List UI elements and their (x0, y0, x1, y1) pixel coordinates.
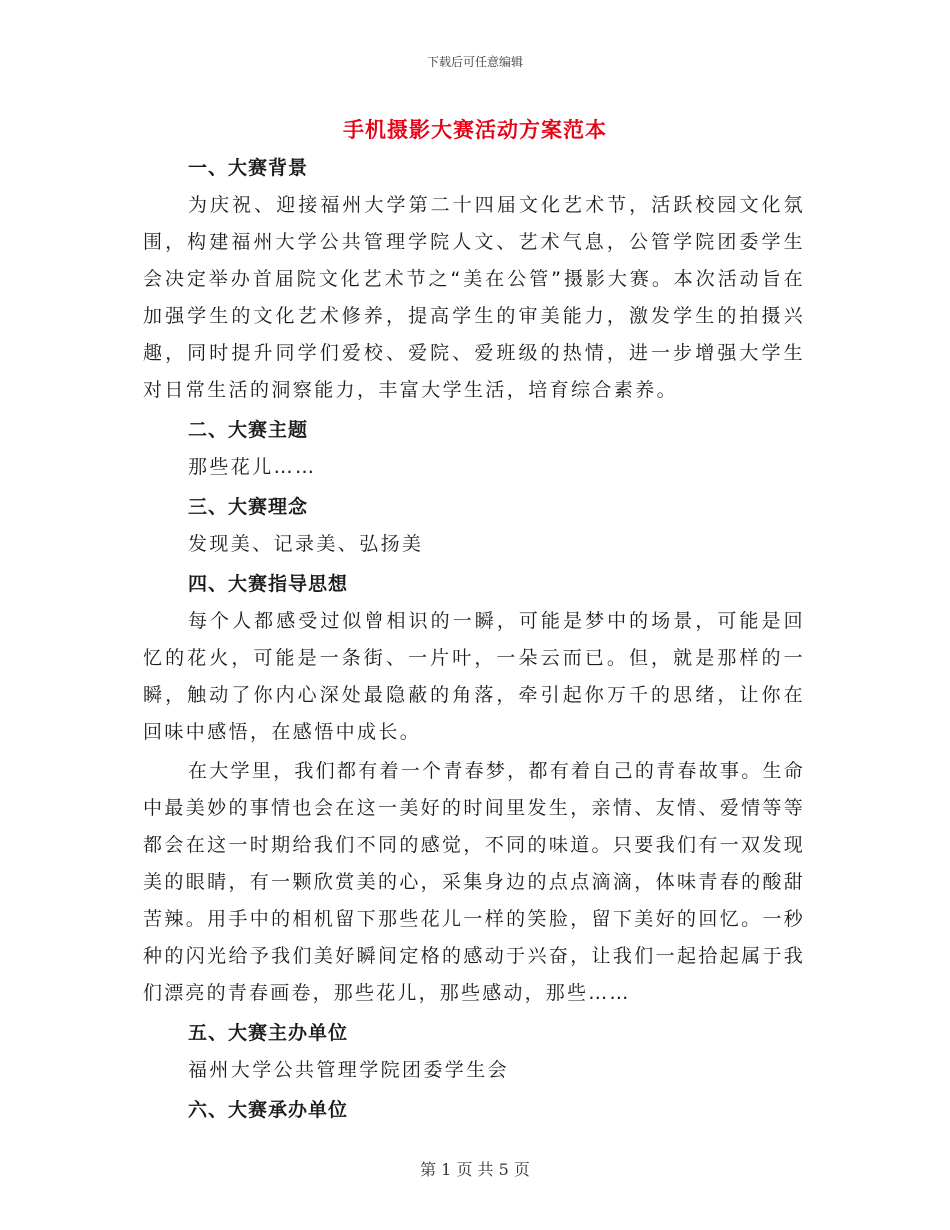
section-heading: 五、大赛主办单位 (188, 1022, 349, 1044)
section-heading: 二、大赛主题 (188, 419, 309, 441)
section-host (143, 1091, 805, 1129)
document-body (143, 149, 805, 1129)
section-heading: 三、大赛理念 (188, 496, 309, 518)
section-heading: 一、大赛背景 (188, 157, 309, 179)
paragraph: 在大学里，我们都有着一个青春梦，都有着自己的青春故事。生命中最美妙的事情也会在这一美好的时间里发生，亲情、友情、爱情等等都会在这一时期给我们不同的感觉，不同的味道。只要我们有一双发现美的眼睛，有一颗欣赏美的心，采集身边的点点滴滴，体味青春的酸甜苦辣。用手中的相机留下那些花儿一样的笑脸，留下美好的回忆。一秒种的闪光给予我们美好瞬间定格的感动于兴奋，让我们一起拾起属于我们漂亮的青春画卷，那些花儿，那些感动，那些…… (143, 760, 805, 1004)
section-organizer (143, 1014, 805, 1089)
section-heading: 四、大赛指导思想 (188, 573, 349, 595)
section-background (143, 149, 805, 409)
paragraph: 为庆祝、迎接福州大学第二十四届文化艺术节，活跃校园文化氛围，构建福州大学公共管理学院人文、艺术气息，公管学院团委学生会决定举办首届院文化艺术节之“美在公管”摄影大赛。本次活动旨在加强学生的文化艺术修养，提高学生的审美能力，激发学生的拍摄兴趣，同时提升同学们爱校、爱院、爱班级的热情，进一步增强大学生对日常生活的洞察能力，丰富大学生活，培育综合素养。 (143, 194, 805, 401)
section-concept (143, 488, 805, 563)
header-note: 下载后可任意编辑 (426, 55, 523, 69)
section-heading: 六、大赛承办单位 (188, 1099, 349, 1121)
section-theme (143, 411, 805, 486)
page-number: 第 1 页 共 5 页 (420, 1160, 530, 1179)
paragraph: 那些花儿…… (188, 456, 317, 478)
document-title: 手机摄影大赛活动方案范本 (343, 118, 607, 142)
paragraph: 每个人都感受过似曾相识的一瞬，可能是梦中的场景，可能是回忆的花火，可能是一条街、一片叶，一朵云而已。但，就是那样的一瞬，触动了你内心深处最隐蔽的角落，牵引起你万千的思绪，让你在回味中感悟，在感悟中成长。 (143, 610, 805, 743)
paragraph: 福州大学公共管理学院团委学生会 (188, 1059, 510, 1081)
section-guiding-idea (143, 565, 805, 1012)
paragraph: 发现美、记录美、弘扬美 (188, 533, 424, 555)
